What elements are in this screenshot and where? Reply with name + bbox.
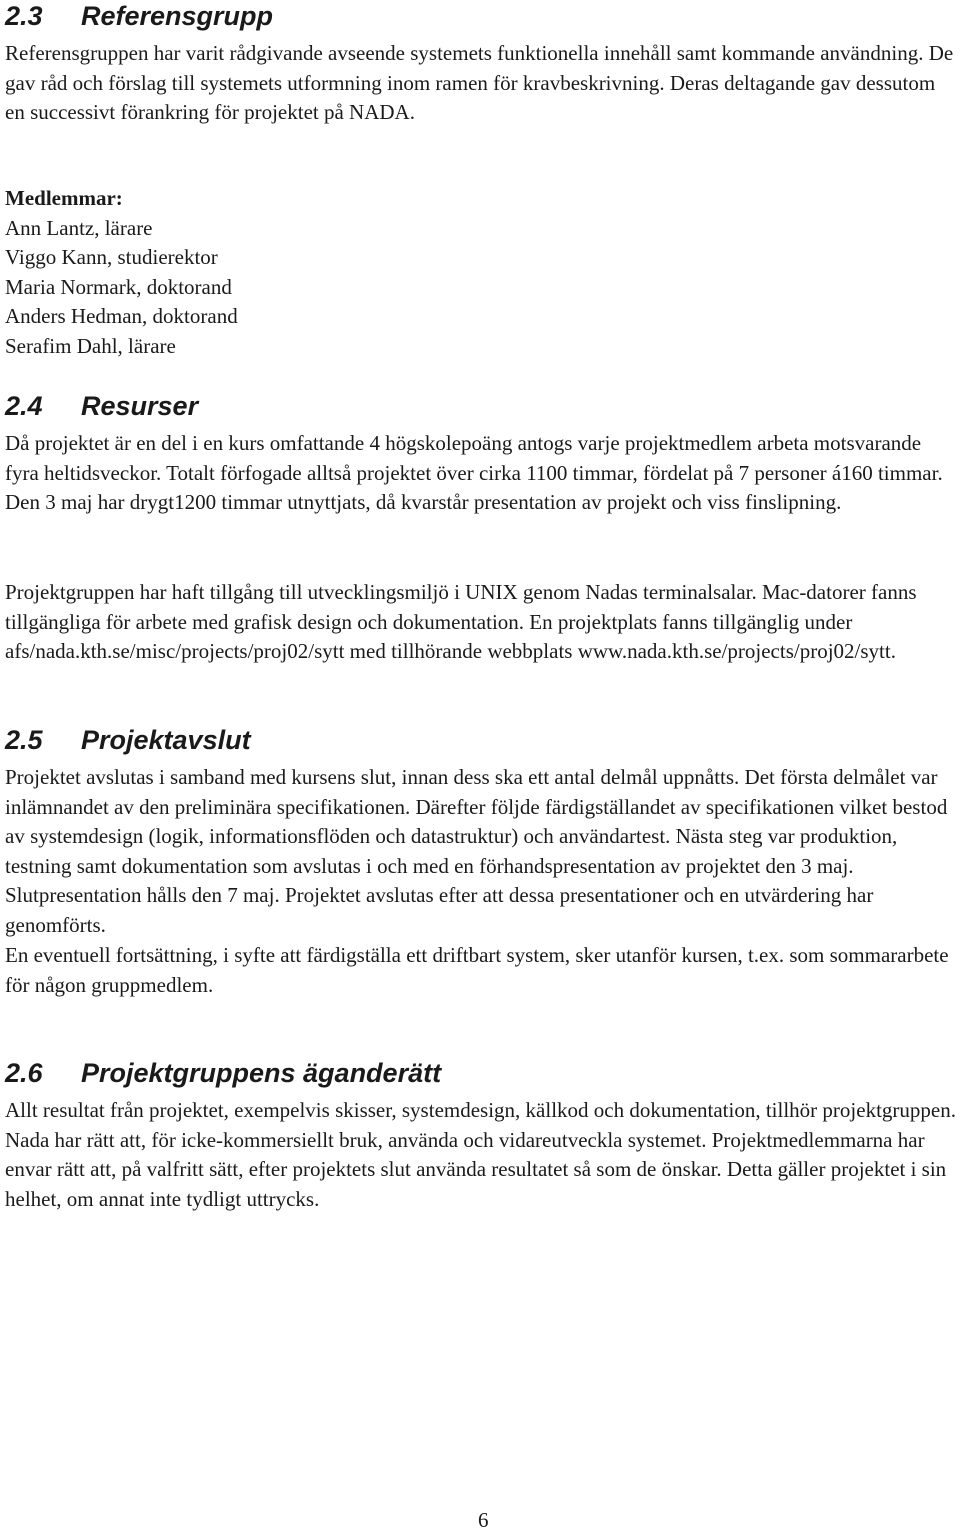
section-title: Projektgruppens äganderätt [81, 1058, 442, 1088]
member-item: Serafim Dahl, lärare [5, 333, 176, 358]
paragraph: Projektet avslutas i samband med kursens slut, innan dess ska ett antal delmål uppnåtts. Det första delmålet var inlämnandet av den preliminära specifikationen. Därefter följde färdigställandet av specifikationen vilket bestod av systemdesign (logik, informationsflöden och datastruktur) och användartest. Nästa steg var produktion, testning samt dokumentation som avslutas i och med en förhandspresentation av projektet den 3 maj. Slutpresentation hålls den 7 maj. Projektet avslutas efter att dessa presentationer och en utvärdering har genomförts. [5, 765, 948, 937]
section-body-resurser-1 [5, 429, 960, 518]
member-item: Ann Lantz, lärare [5, 215, 153, 240]
section-body-aganderatt [5, 1096, 960, 1214]
section-body-projektavslut-1 [5, 763, 960, 941]
section-heading-projektavslut [5, 724, 251, 756]
section-title: Resurser [81, 391, 199, 421]
section-body-projektavslut-2 [5, 941, 960, 1000]
section-number: 2.5 [5, 725, 43, 755]
section-body-resurser-2 [5, 578, 960, 667]
paragraph: Då projektet är en del i en kurs omfattande 4 högskolepoäng antogs varje projektmedlem arbeta motsvarande fyra heltidsveckor. Totalt förfogade alltså projektet över cirka 1100 timmar, fördelat på 7 personer á160 timmar. Den 3 maj har drygt1200 timmar utnyttjats, då kvarstår presentation av projekt och viss finslipning. [5, 431, 943, 515]
section-heading-aganderatt [5, 1057, 441, 1089]
section-body-referensgrupp [5, 39, 960, 128]
section-heading-referensgrupp [5, 0, 273, 32]
member-item: Viggo Kann, studierektor [5, 245, 218, 270]
member-item: Anders Hedman, doktorand [5, 304, 238, 329]
paragraph: Projektgruppen har haft tillgång till utvecklingsmiljö i UNIX genom Nadas terminalsalar. Mac-datorer fanns tillgängliga för arbete med grafisk design och dokumentation. En projektplats fanns tillgänglig under afs/nada.kth.se/misc/projects/proj02/sytt med tillhörande webbplats www.nada.kth.se/projects/proj02/sytt. [5, 580, 917, 664]
members-block [5, 184, 960, 362]
members-label: Medlemmar: [5, 186, 123, 210]
section-heading-resurser [5, 390, 198, 422]
members-list [5, 214, 960, 362]
section-title: Referensgrupp [81, 1, 274, 31]
paragraph: En eventuell fortsättning, i syfte att färdigställa ett driftbart system, sker utanför kursen, t.ex. som sommararbete för någon gruppmedlem. [5, 943, 949, 997]
section-title: Projektavslut [81, 725, 251, 755]
member-item: Maria Normark, doktorand [5, 274, 232, 299]
section-number: 2.6 [5, 1058, 43, 1088]
paragraph: Referensgruppen har varit rådgivande avseende systemets funktionella innehåll samt kommande användning. De gav råd och förslag till systemets utformning inom ramen för kravbeskrivning. Deras deltagande gav dessutom en successivt förankring för projektet på NADA. [5, 41, 954, 125]
paragraph: Allt resultat från projektet, exempelvis skisser, systemdesign, källkod och dokumentation, tillhör projektgruppen. Nada har rätt att, för icke-kommersiellt bruk, använda och vidareutveckla systemet. Projektmedlemmarna har envar rätt att, på valfritt sätt, efter projektets slut använda resultatet så som de önskar. Detta gäller projektet i sin helhet, om annat inte tydligt uttrycks. [5, 1098, 956, 1211]
section-number: 2.4 [5, 391, 43, 421]
section-number: 2.3 [5, 1, 43, 31]
page-number: 6 [478, 1508, 489, 1532]
